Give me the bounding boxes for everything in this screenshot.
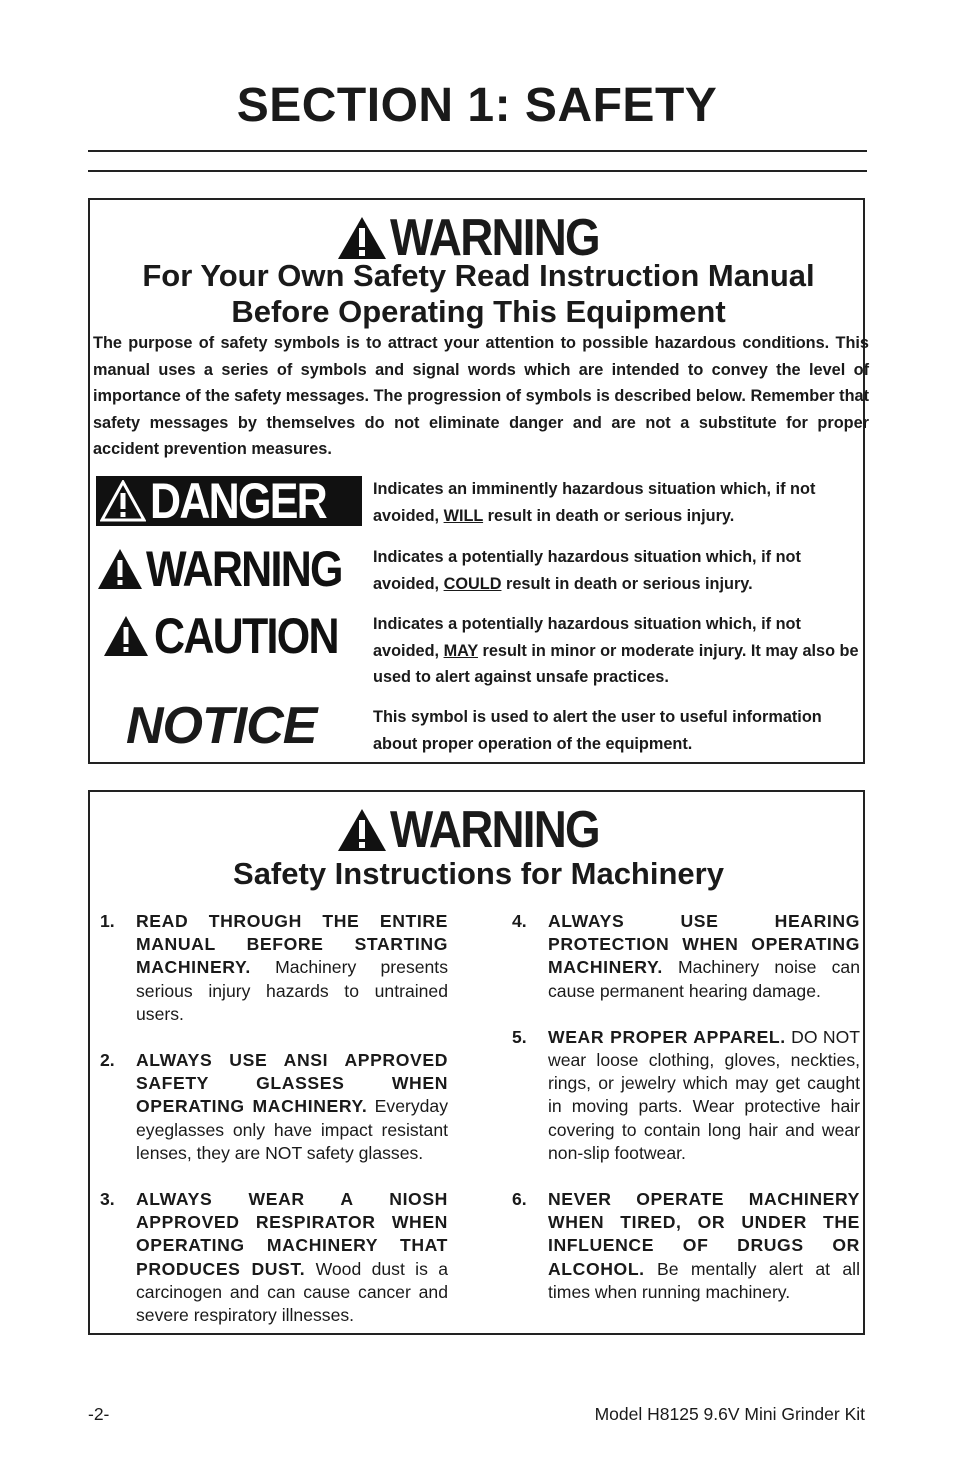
warning-word: WARNING (389, 801, 599, 859)
danger-description: Indicates an imminently hazardous situation which, if not avoided, WILL result in death or serious injury. (373, 480, 816, 525)
notice-symbol (126, 696, 316, 756)
machinery-subheading: Safety Instructions for Machinery (233, 856, 724, 891)
warning-triangle-icon (96, 547, 144, 591)
warning-symbol (96, 541, 361, 597)
warning-triangle-icon (100, 480, 146, 522)
subheading-line-1: For Your Own Safety Read Instruction Manual (142, 258, 815, 293)
instructions-right-column (508, 910, 860, 1327)
list-item: 3. ALWAYS WEAR A NIOSH APPROVED RESPIRATOR WHEN OPERATING MACHINERY THAT PRODUCES DUST. Wood dust is a carcinogen and can cause cancer and severe respiratory illnesses. (100, 1189, 448, 1326)
list-item: 6. NEVER OPERATE MACHINERY WHEN TIRED, OR UNDER THE INFLUENCE OF DRUGS OR ALCOHOL. Be mentally alert at all times when running machinery. (512, 1189, 860, 1302)
notice-word: NOTICE (126, 697, 317, 755)
warning-word: WARNING (146, 541, 342, 597)
danger-symbol (96, 473, 362, 529)
warning-description: Indicates a potentially hazardous situation which, if not avoided, COULD result in death or serious injury. (373, 548, 801, 593)
warning-triangle-icon (336, 807, 388, 853)
model-footer: Model H8125 9.6V Mini Grinder Kit (594, 1404, 865, 1424)
intro-paragraph: The purpose of safety symbols is to attract your attention to possible hazardous conditions. This manual uses a series of symbols and signal words which are intended to convey the level of importance of the safety messages. The progression of symbols is described below. Remember that safety messages by themselves do not eliminate danger and are not a substitute for proper accident prevention measures. (93, 334, 869, 458)
warning-header (90, 209, 867, 267)
warning-triangle-icon (102, 614, 150, 658)
second-rule (88, 170, 867, 172)
top-rule (88, 150, 867, 152)
warning-box-symbols (88, 198, 869, 764)
page-number: -2- (88, 1404, 110, 1424)
page-title: SECTION 1: SAFETY (236, 79, 718, 132)
caution-word: CAUTION (154, 608, 338, 664)
list-item: 1. READ THROUGH THE ENTIRE MANUAL BEFORE STARTING MACHINERY. Machinery presents serious injury hazards to untrained users. (100, 911, 448, 1024)
list-item: 2. ALWAYS USE ANSI APPROVED SAFETY GLASSES WHEN OPERATING MACHINERY. Everyday eyeglasses only have impact resistant lenses, they are NOT safety glasses. (100, 1050, 449, 1163)
list-item: 4. ALWAYS USE HEARING PROTECTION WHEN OPERATING MACHINERY. Machinery noise can cause permanent hearing damage. (512, 911, 860, 1001)
caution-symbol (102, 608, 368, 664)
subheading-line-2: Before Operating This Equipment (231, 294, 726, 329)
warning-box-machinery (88, 790, 865, 1335)
caution-description: Indicates a potentially hazardous situation which, if not avoided, MAY result in minor or moderate injury. It may also be used to alert against unsafe practices. (373, 615, 859, 686)
notice-description: This symbol is used to alert the user to useful information about proper operation of the equipment. (373, 708, 822, 753)
warning-header (90, 801, 867, 859)
warning-triangle-icon (336, 215, 388, 261)
warning-word: WARNING (389, 209, 599, 267)
list-item: 5. WEAR PROPER APPAREL. DO NOT wear loose clothing, gloves, neckties, rings, or jewelry which may get caught in moving parts. Wear protective hair covering to contain long hair and wear non-slip footwear. (512, 1026, 860, 1163)
danger-word: DANGER (150, 473, 327, 529)
instructions-left-column (96, 910, 448, 1350)
